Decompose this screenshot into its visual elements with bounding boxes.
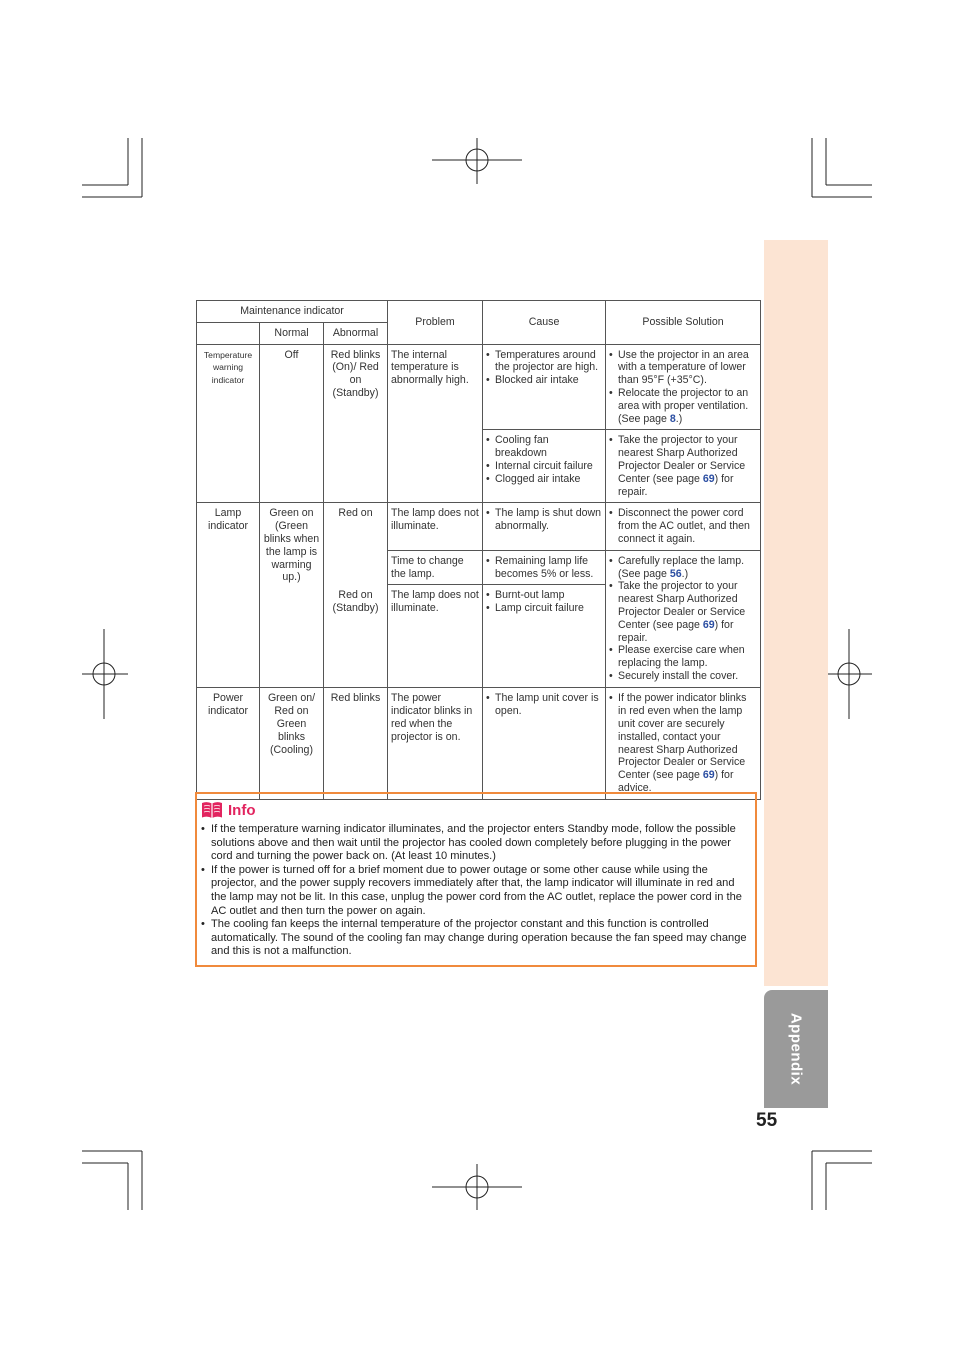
page-number: 55 (756, 1110, 778, 1131)
header-problem: Problem (388, 301, 483, 345)
text-segment: .) (675, 412, 683, 425)
table-row (197, 344, 761, 430)
list-item (609, 434, 757, 498)
list-item: • Please exercise care when replacing the lamp. (609, 644, 757, 670)
list-item: • Lamp circuit failure (486, 602, 602, 615)
text-segment: ) for repair. (618, 618, 734, 644)
temp-indicator-cell: Temperature warning indicator (197, 344, 260, 503)
text-segment: Carefully replace the lamp. (See page (618, 554, 745, 580)
list-item (609, 555, 757, 581)
list-item (609, 692, 757, 794)
list-item: • Cooling fan breakdown (486, 434, 602, 460)
list-item (609, 580, 757, 644)
page-ref: 8 (669, 412, 676, 425)
text-segment: Take the projector to your nearest Sharp Authorized Projector Dealer or Service Center (see page (618, 580, 746, 631)
temp-solution-cell-1 (606, 344, 761, 430)
temp-cause-cell-1 (483, 344, 606, 430)
lamp-problem-cell-2: Time to change the lamp. (388, 550, 483, 585)
power-indicator-cell: Power indicator (197, 688, 260, 799)
lamp-normal-cell: Green on (Green blinks when the lamp is warming up.) (260, 503, 324, 688)
text-segment: .) (681, 567, 689, 580)
list-item: • Clogged air intake (486, 473, 602, 486)
lamp-cause-cell-3 (483, 585, 606, 688)
temp-abnormal-cell: Red blinks (On)/ Red on (Standby) (324, 344, 388, 503)
list-item: • The cooling fan keeps the internal temperature of the projector constant and this function is controlled automatically. The sound of the cooling fan may change during operation because the fan speed may change and this is not a malfunction. (201, 918, 747, 959)
list-item: • Internal circuit failure (486, 460, 602, 473)
table-row (197, 503, 761, 550)
info-header (201, 801, 747, 819)
page-ref: 69 (702, 769, 715, 782)
power-solution-cell (606, 688, 761, 799)
list-item: • Blocked air intake (486, 374, 602, 387)
lamp-problem-cell-3: The lamp does not illuminate. (388, 585, 483, 688)
list-item: • Use the projector in an area with a temperature of lower than 95°F (+35°C). (609, 349, 757, 387)
side-strip (764, 240, 828, 986)
list-item: • If the power is turned off for a brief moment due to power outage or some other cause while using the projector, and the power supply recovers immediately after that, the lamp indicator will illuminate in red and the lamp may not be lit. In this case, unplug the power cord from the AC outlet, replace the power cord in the AC outlet and then turn the power on again. (201, 864, 747, 918)
lamp-problem-cell-1: The lamp does not illuminate. (388, 503, 483, 550)
page-ref: 69 (702, 618, 715, 631)
text-segment: Take the projector to your nearest Sharp Authorized Projector Dealer or Service Center (see page (618, 434, 746, 485)
appendix-tab (764, 990, 828, 1108)
page-ref: 69 (702, 472, 715, 485)
header-abnormal: Abnormal (324, 322, 388, 344)
lamp-cause-cell-1 (483, 503, 606, 550)
lamp-abnormal-cell-1: Red on (324, 503, 388, 585)
power-abnormal-cell: Red blinks (324, 688, 388, 799)
book-icon (201, 801, 223, 819)
list-item: • The lamp unit cover is open. (486, 692, 602, 718)
temp-problem-cell: The internal temperature is abnormally high. (388, 344, 483, 503)
list-item (609, 387, 757, 425)
text-segment: If the power indicator blinks in red even when the lamp unit cover are securely installed, contact your nearest Sharp Authorized Projector Dealer or Service Center (see page (618, 692, 747, 782)
maintenance-indicator-table (196, 300, 761, 800)
lamp-solution-cell-1 (606, 503, 761, 550)
list-item: • If the temperature warning indicator illuminates, and the projector enters Standby mode, follow the possible solutions above and then wait until the projector has cooled down completely before plugging in the power cord and turning the power back on. (At least 10 minutes.) (201, 823, 747, 864)
text-segment: Relocate the projector to an area with proper ventilation. (See page (618, 386, 749, 425)
header-solution: Possible Solution (606, 301, 761, 345)
text-segment: ) for repair. (618, 472, 734, 498)
header-cause: Cause (483, 301, 606, 345)
header-blank (197, 322, 260, 344)
header-maintenance-indicator: Maintenance indicator (197, 301, 388, 323)
lamp-cause-cell-2 (483, 550, 606, 585)
appendix-tab-label: Appendix (787, 1012, 805, 1086)
list-item: • The lamp is shut down abnormally. (486, 507, 602, 533)
page-ref: 56 (669, 567, 682, 580)
table-header-row (197, 301, 761, 323)
power-cause-cell (483, 688, 606, 799)
list-item: • Disconnect the power cord from the AC outlet, and then connect it again. (609, 507, 757, 545)
lamp-solution-cell-2 (606, 550, 761, 688)
info-title: Info (228, 801, 256, 819)
info-list (201, 823, 747, 959)
temp-normal-cell: Off (260, 344, 324, 503)
lamp-abnormal-cell-2: Red on (Standby) (324, 585, 388, 688)
list-item: • Burnt-out lamp (486, 589, 602, 602)
list-item: • Temperatures around the projector are high. (486, 349, 602, 375)
temp-cause-cell-2 (483, 430, 606, 503)
power-problem-cell: The power indicator blinks in red when the projector is on. (388, 688, 483, 799)
text-segment: ) for advice. (618, 769, 734, 794)
info-box (195, 792, 757, 967)
list-item: • Securely install the cover. (609, 670, 757, 683)
list-item: • Remaining lamp life becomes 5% or less. (486, 555, 602, 581)
table-row (197, 688, 761, 799)
header-normal: Normal (260, 322, 324, 344)
temp-solution-cell-2 (606, 430, 761, 503)
power-normal-cell: Green on/ Red on Green blinks (Cooling) (260, 688, 324, 799)
lamp-indicator-cell: Lamp indicator (197, 503, 260, 688)
